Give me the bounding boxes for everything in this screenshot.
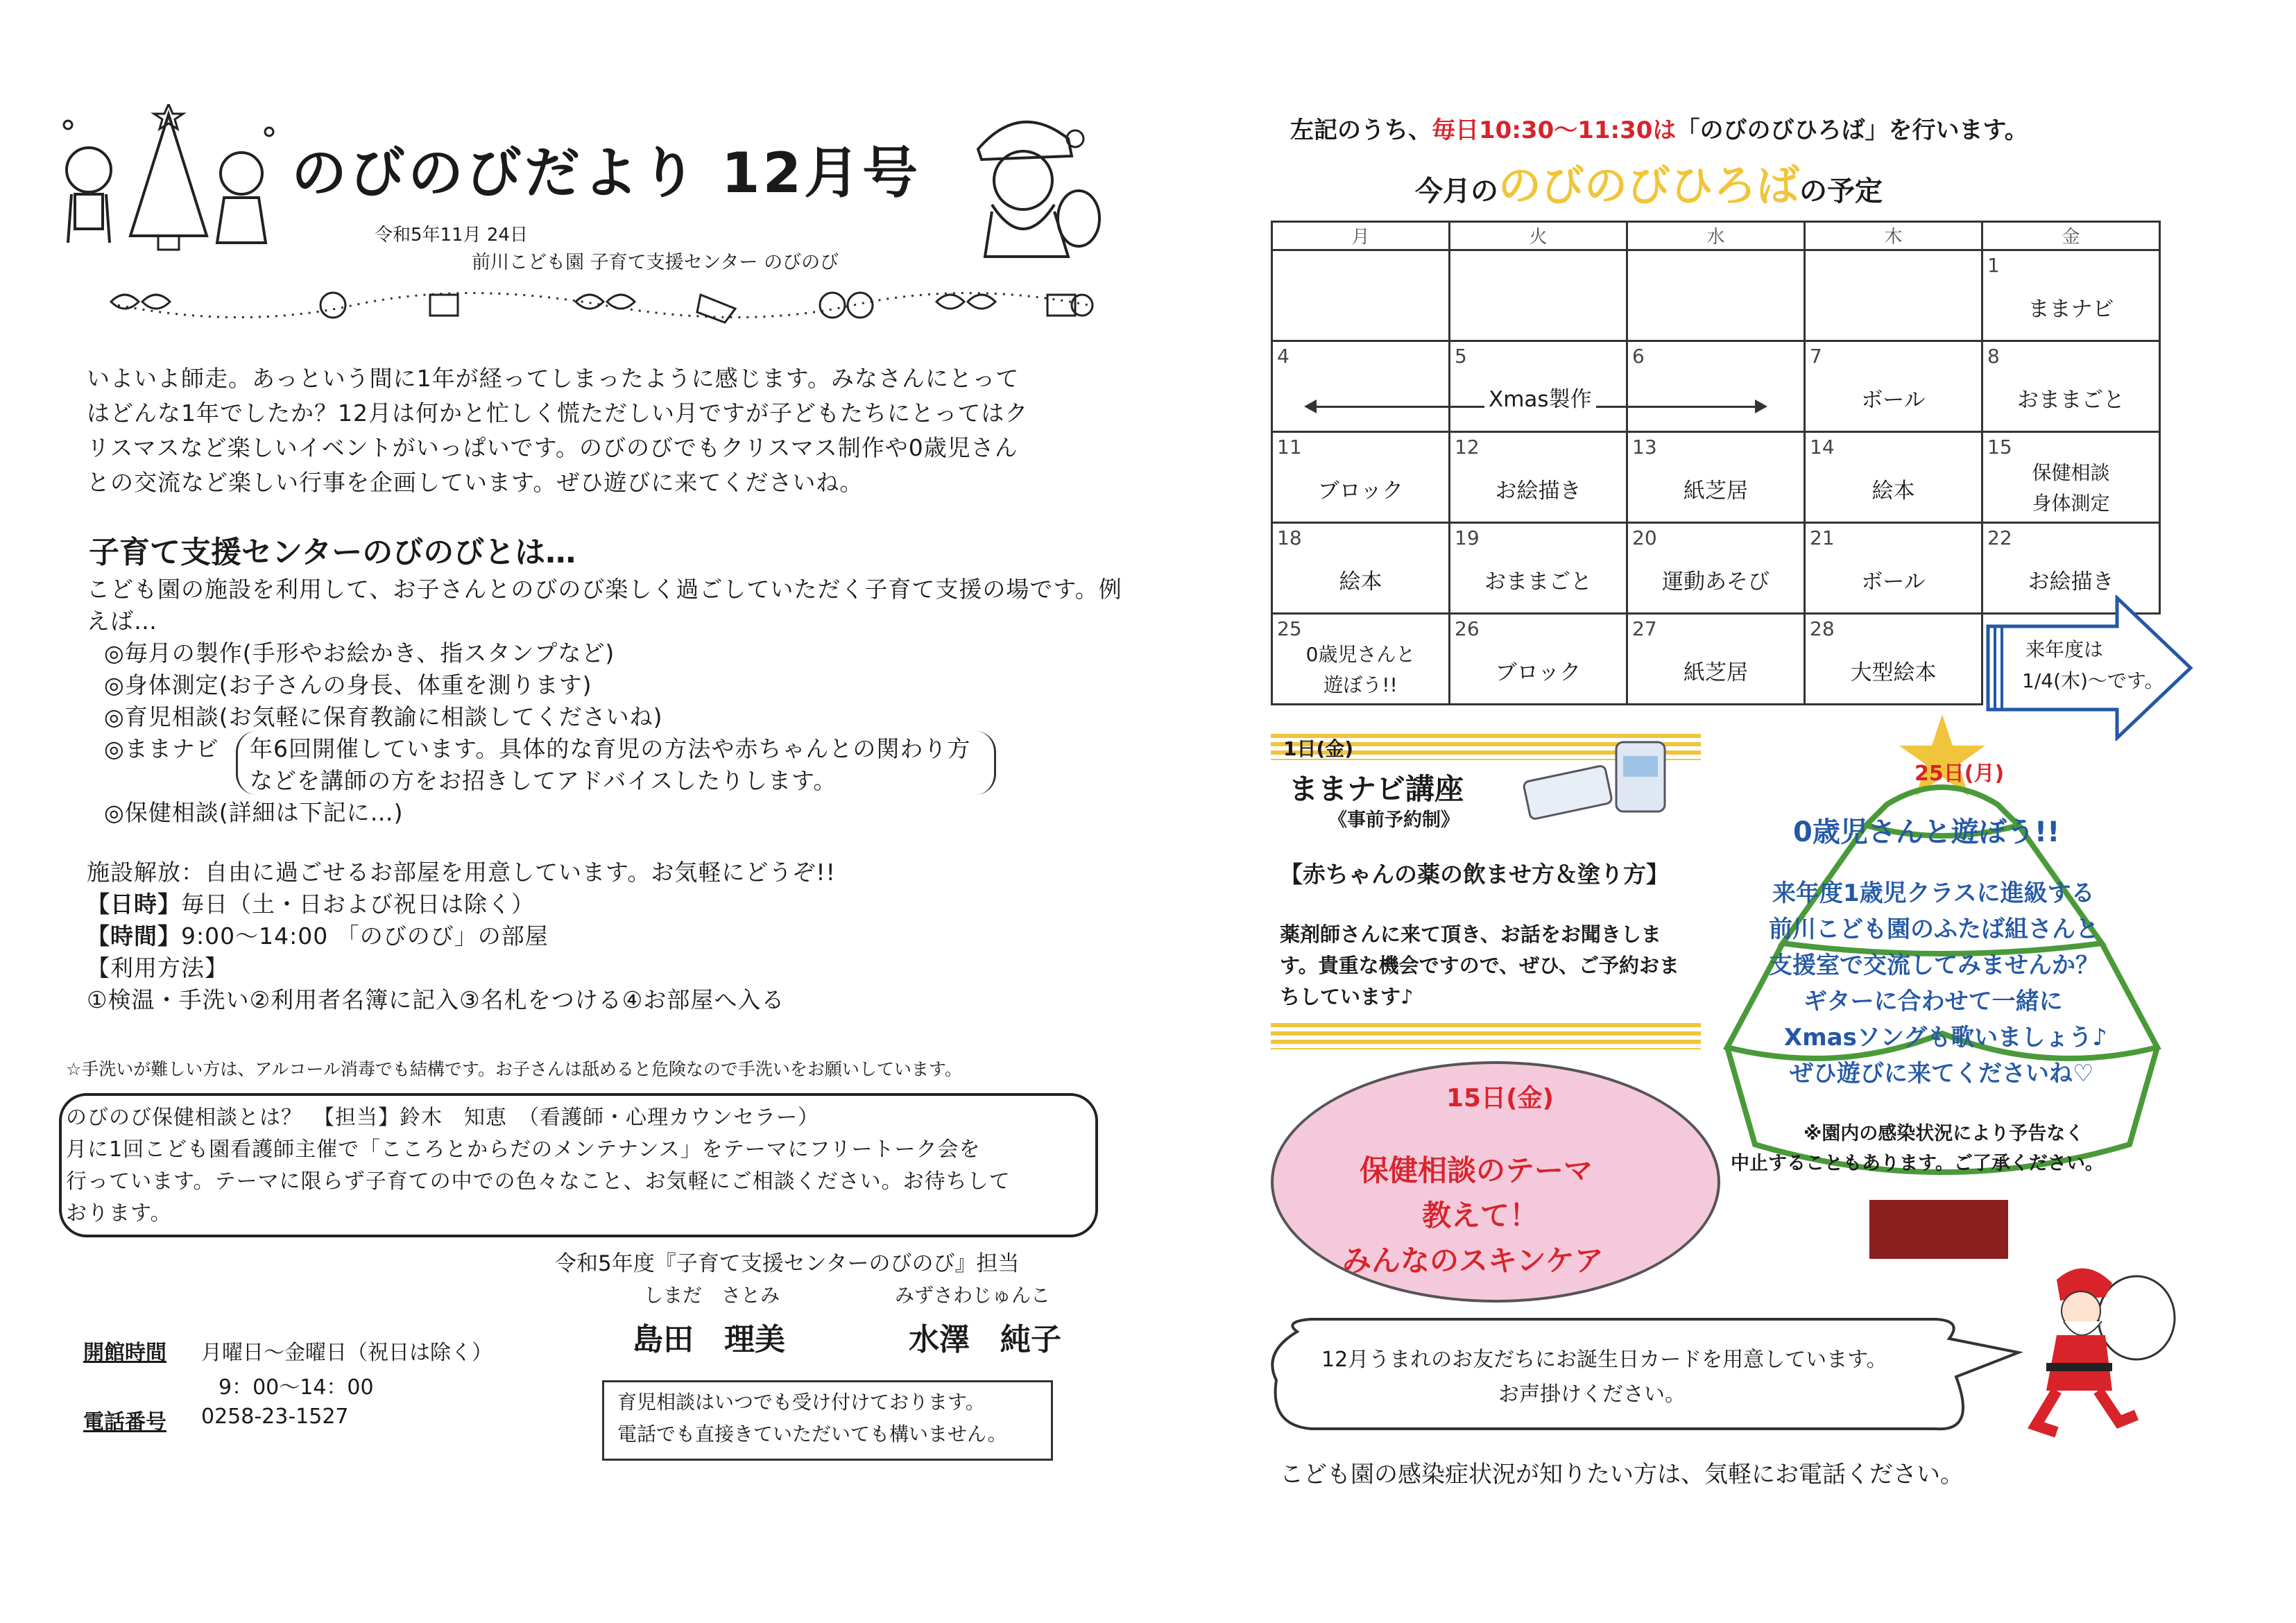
mamanavi-stripe-bottom bbox=[1271, 1023, 1701, 1049]
about-desc-1: こども園の施設を利用して、お子さんとのびのび楽しく過ごしていただく子育て支援の場です。例 bbox=[87, 576, 1122, 603]
about-item-1: ◎毎月の製作(手形やお絵かき、指スタンプなど) bbox=[104, 639, 615, 667]
calendar-day-cell bbox=[1272, 523, 1450, 614]
calendar-day-cell bbox=[1627, 432, 1805, 523]
facility-date-value: 毎日（土・日および祝日は除く） bbox=[181, 891, 535, 918]
calendar-event-label: おままごと bbox=[2017, 388, 2125, 413]
mamanavi-topic: 【赤ちゃんの薬の飲ませ方＆塗り方】 bbox=[1280, 861, 1669, 888]
calendar-day-cell bbox=[1272, 341, 1450, 432]
zero-event-note-2: 中止することもあります。ご了承ください。 bbox=[1731, 1153, 2104, 1174]
zero-event-line-1: 来年度1歳児クラスに進級する bbox=[1772, 879, 2095, 907]
organization-name: 前川こども園 子育て支援センター のびのび bbox=[472, 252, 839, 273]
calendar-event-label: ブロック bbox=[1495, 660, 1582, 685]
calendar-event-label: 絵本 bbox=[1871, 479, 1915, 504]
calendar-day-cell bbox=[1982, 341, 2160, 432]
calendar-day-cell bbox=[1627, 523, 1805, 614]
calendar-event-label: ブロック bbox=[1317, 479, 1404, 504]
footer-note: こども園の感染症状況が知りたい方は、気軽にお電話ください。 bbox=[1280, 1461, 1964, 1488]
calendar-event-label: 大型絵本 bbox=[1850, 660, 1937, 685]
staff-kana-1: しまだ さとみ bbox=[644, 1284, 780, 1307]
health-line-3: 行っています。テーマに限らず子育ての中での色々なこと、お気軽にご相談ください。お待ちして bbox=[66, 1169, 1011, 1194]
calendar-day-number: 8 bbox=[1987, 345, 2000, 368]
tel-value: 0258-23-1527 bbox=[201, 1405, 349, 1429]
about-item-3: ◎育児相談(お気軽に保育教諭に相談してくださいね) bbox=[104, 703, 663, 730]
facility-date bbox=[87, 886, 535, 919]
medicine-icon bbox=[1519, 735, 1686, 825]
schedule-line-time: 毎日10:30～11:30は bbox=[1432, 117, 1677, 144]
running-santa-illustration bbox=[2015, 1259, 2188, 1439]
hoken-event-line-2: 教えて！ bbox=[1422, 1199, 1539, 1233]
calendar-day-number: 18 bbox=[1277, 526, 1302, 549]
about-mamanavi-1: 年6回開催しています。具体的な育児の方法や赤ちゃんとの関わり方 bbox=[250, 735, 971, 762]
facility-line: 施設解放：自由に過ごせるお部屋を用意しています。お気軽にどうぞ!! bbox=[87, 859, 836, 886]
schedule-line-pre: 左記のうち、 bbox=[1290, 117, 1432, 144]
calendar-event-label: ままナビ bbox=[2028, 297, 2114, 322]
calendar-day-cell bbox=[1272, 614, 1450, 705]
calendar-day-number: 11 bbox=[1277, 436, 1302, 458]
weekday-wed: 水 bbox=[1627, 222, 1805, 250]
hours-value: 月曜日～金曜日（祝日は除く） bbox=[201, 1341, 492, 1365]
calendar-event-label: 保健相談 身体測定 bbox=[2032, 461, 2110, 515]
consult-note-1: 育児相談はいつでも受け付けております。 bbox=[617, 1391, 985, 1414]
calendar-event-label: おままごと bbox=[1484, 569, 1592, 594]
calendar-day-cell bbox=[1982, 432, 2160, 523]
calendar-day-cell bbox=[1450, 523, 1627, 614]
holly-garland-divider bbox=[104, 281, 1103, 329]
plan-heading-pre: 今月の bbox=[1415, 175, 1498, 207]
intro-line-3: リスマスなど楽しいイベントがいっぱいです。のびのびでもクリスマス制作や0歳児さん bbox=[87, 434, 1018, 461]
calendar-day-cell bbox=[1805, 432, 1982, 523]
calendar-day-number: 28 bbox=[1810, 617, 1835, 640]
calendar-week-row bbox=[1272, 432, 2160, 523]
xmas-arrow-right-head bbox=[1755, 400, 1767, 413]
calendar-day-number: 15 bbox=[1987, 436, 2012, 458]
weekday-fri: 金 bbox=[1982, 222, 2160, 250]
hoken-event-line-3: みんなのスキンケア bbox=[1342, 1244, 1604, 1278]
health-line-2: 月に1回こども園看護師主催で「こころとからだのメンテナンス」をテーマにフリートーク会を bbox=[66, 1137, 981, 1162]
intro-line-2: はどんな1年でしたか？12月は何かと忙しく慌ただしい月ですが子どもたちにとってはク bbox=[87, 400, 1029, 427]
calendar-event-label: 0歳児さんと 遊ぼう!! bbox=[1305, 643, 1416, 696]
hours-label: 開館時間 bbox=[83, 1341, 166, 1365]
staff-name-1: 島田 理美 bbox=[633, 1322, 785, 1357]
calendar-day-number: 4 bbox=[1277, 345, 1290, 368]
calendar-day-number: 12 bbox=[1455, 436, 1480, 458]
weekday-mon: 月 bbox=[1272, 222, 1450, 250]
mamanavi-body-3: ちしています♪ bbox=[1280, 985, 1414, 1008]
mamanavi-date: 1日(金) bbox=[1283, 737, 1354, 760]
facility-date-label: 【日時】 bbox=[87, 891, 181, 918]
calendar-day-cell bbox=[1805, 614, 1982, 705]
mamanavi-sub: 《事前予約制》 bbox=[1328, 809, 1459, 831]
kids-tree-illustration bbox=[54, 104, 283, 257]
plan-heading-big: のびのびひろば bbox=[1498, 160, 1800, 211]
calendar-day-cell bbox=[1805, 341, 1982, 432]
calendar-event-label: ボール bbox=[1861, 388, 1926, 413]
calendar-event-label: 運動あそび bbox=[1662, 569, 1770, 594]
calendar-day-cell bbox=[1272, 250, 1450, 341]
about-desc-2: えば… bbox=[87, 608, 157, 635]
zero-event-line-4: ギターに合わせて一緒に bbox=[1804, 988, 2063, 1015]
calendar-event-label: 紙芝居 bbox=[1684, 479, 1748, 504]
health-line-4: おります。 bbox=[66, 1201, 172, 1226]
calendar-day-number: 19 bbox=[1455, 526, 1480, 549]
calendar-day-number: 7 bbox=[1810, 345, 1822, 368]
zero-event-line-5: Xmasソングも歌いましょう♪ bbox=[1784, 1024, 2107, 1051]
calendar-day-number: 1 bbox=[1987, 254, 2000, 277]
calendar-day-number: 21 bbox=[1810, 526, 1835, 549]
facility-usage-label: 【利用方法】 bbox=[87, 954, 228, 981]
calendar-day-cell bbox=[1627, 341, 1805, 432]
calendar-day-cell bbox=[1450, 250, 1627, 341]
calendar-day-cell bbox=[1450, 432, 1627, 523]
santa-illustration bbox=[950, 101, 1103, 260]
calendar-header-row bbox=[1272, 222, 2160, 250]
zero-event-line-6: ぜひ遊びに来てくださいね♡ bbox=[1790, 1060, 2094, 1088]
hoken-event-date: 15日(金) bbox=[1446, 1084, 1554, 1113]
intro-line-1: いよいよ師走。あっという間に1年が経ってしまったように感じます。みなさんにとって bbox=[87, 365, 1020, 392]
xmas-arrow-left-head bbox=[1304, 400, 1317, 413]
zero-event-note-1: ※園内の感染状況により予告なく bbox=[1804, 1123, 2084, 1144]
calendar-event-label: 絵本 bbox=[1339, 569, 1382, 594]
zero-event-title: 0歳児さんと遊ぼう!! bbox=[1793, 816, 2060, 848]
newsletter-title: のびのびだより 12月号 bbox=[291, 141, 921, 205]
consult-note-2: 電話でも直接きていただいても構いません。 bbox=[617, 1423, 1007, 1445]
mamanavi-body-2: す。貴重な機会ですので、ぜひ、ご予約おま bbox=[1280, 954, 1679, 977]
facility-time-label: 【時間】 bbox=[87, 922, 181, 950]
hiroba-plan-heading bbox=[1415, 151, 1883, 213]
calendar-event-label: お絵描き bbox=[1495, 479, 1582, 504]
facility-time bbox=[87, 918, 549, 951]
tel-label: 電話番号 bbox=[83, 1410, 166, 1434]
staff-title: 令和5年度『子育て支援センターのびのび』担当 bbox=[555, 1251, 1020, 1276]
calendar-event-label: お絵描き bbox=[2028, 569, 2114, 594]
calendar-day-cell bbox=[1805, 523, 1982, 614]
zero-event-line-2: 前川こども園のふたば組さんと bbox=[1769, 916, 2099, 943]
calendar-week-row bbox=[1272, 341, 2160, 432]
calendar-day-cell bbox=[1805, 250, 1982, 341]
zero-event-date: 25日(月) bbox=[1914, 762, 2005, 786]
hiroba-schedule-line bbox=[1290, 111, 2028, 145]
calendar-event-label: ボール bbox=[1861, 569, 1926, 594]
calendar-day-number: 25 bbox=[1277, 617, 1302, 640]
weekday-thu: 木 bbox=[1805, 222, 1982, 250]
calendar-day-number: 26 bbox=[1455, 617, 1480, 640]
calendar-day-number: 5 bbox=[1455, 345, 1467, 368]
calendar-day-number: 27 bbox=[1632, 617, 1657, 640]
staff-name-2: 水澤 純子 bbox=[909, 1322, 1061, 1357]
calendar-day-number: 14 bbox=[1810, 436, 1835, 458]
next-year-line-2: 1/4(木)～です。 bbox=[2022, 669, 2164, 692]
facility-time-value: 9:00～14:00 「のびのび」の部屋 bbox=[181, 922, 549, 950]
about-heading: 子育て支援センターのびのびとは… bbox=[89, 535, 576, 570]
weekday-tue: 火 bbox=[1450, 222, 1627, 250]
intro-line-4: との交流など楽しい行事を企画しています。ぜひ遊びに来てくださいね。 bbox=[87, 469, 864, 496]
about-item-2: ◎身体測定(お子さんの身長、体重を測ります) bbox=[104, 671, 592, 698]
calendar-day-number: 13 bbox=[1632, 436, 1657, 458]
calendar-day-number: 20 bbox=[1632, 526, 1657, 549]
staff-kana-2: みずさわじゅんこ bbox=[895, 1284, 1051, 1307]
calendar-day-number: 22 bbox=[1987, 526, 2012, 549]
mamanavi-body-1: 薬剤師さんに来て頂き、お話をお聞きしま bbox=[1280, 922, 1661, 946]
schedule-line-post: 「のびのびひろば」を行います。 bbox=[1676, 117, 2028, 144]
birthday-line-2: お声掛けください。 bbox=[1498, 1382, 1686, 1407]
calendar-day-cell bbox=[1272, 432, 1450, 523]
about-hoken: ◎保健相談(詳細は下記に…) bbox=[104, 799, 404, 826]
issue-date: 令和5年11月 24日 bbox=[375, 225, 528, 246]
facility-usage-value: ①検温・手洗い②利用者名簿に記入③名札をつける④お部屋へ入る bbox=[87, 986, 785, 1013]
mamanavi-title: ままナビ講座 bbox=[1289, 772, 1464, 806]
health-line-1: のびのび保健相談とは？ 【担当】鈴木 知恵 （看護師・心理カウンセラー） bbox=[66, 1106, 819, 1130]
handwash-note: ☆手洗いが難しい方は、アルコール消毒でも結構です。お子さんは舐めると危険なので手洗いをお願いしています。 bbox=[66, 1059, 962, 1079]
about-mamanavi-2: などを講師の方をお招きしてアドバイスしたりします。 bbox=[250, 767, 837, 794]
zero-event-line-3: 支援室で交流してみませんか？ bbox=[1769, 952, 2099, 979]
plan-heading-post: の予定 bbox=[1799, 175, 1883, 207]
calendar-week-row bbox=[1272, 250, 2160, 341]
next-year-line-1: 来年度は bbox=[2025, 638, 2104, 661]
calendar-day-cell bbox=[1982, 250, 2160, 341]
calendar-day-number: 6 bbox=[1632, 345, 1645, 368]
hoken-event-line-1: 保健相談のテーマ bbox=[1360, 1153, 1593, 1187]
calendar-event-label: 紙芝居 bbox=[1684, 660, 1748, 685]
calendar-day-cell bbox=[1627, 250, 1805, 341]
hours-time: 9：00～14：00 bbox=[219, 1375, 374, 1400]
birthday-line-1: 12月うまれのお友だちにお誕生日カードを用意しています。 bbox=[1321, 1348, 1887, 1372]
calendar-day-cell bbox=[1450, 614, 1627, 705]
about-mamanavi-label: ◎ままナビ bbox=[104, 735, 219, 762]
xmas-span-label: Xmas製作 bbox=[1484, 381, 1596, 413]
calendar-day-cell bbox=[1627, 614, 1805, 705]
